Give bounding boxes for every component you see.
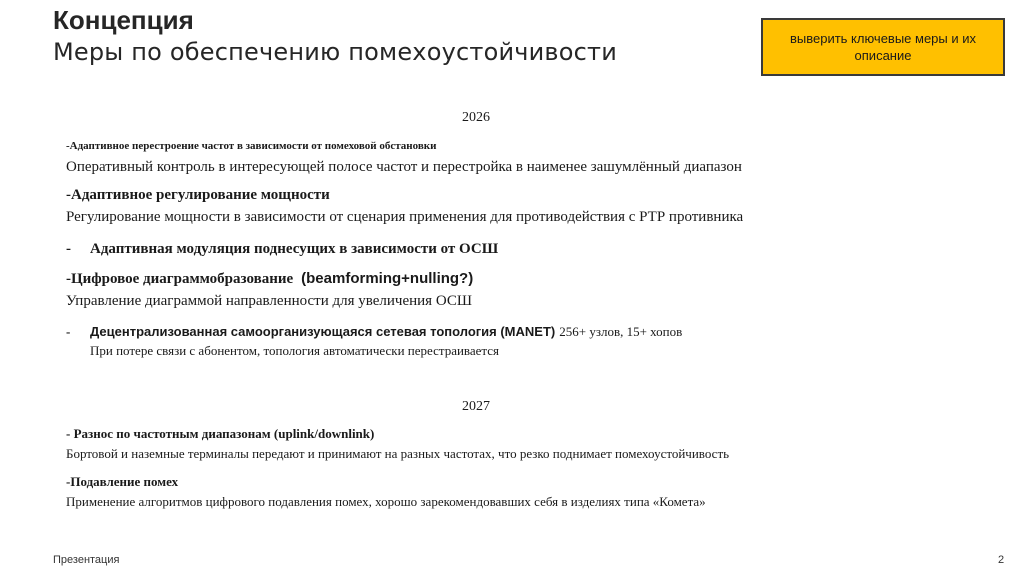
year-2027-heading: 2027 [462, 399, 490, 414]
item-2026-5-description: При потере связи с абонентом, топология автоматически перестраивается [90, 343, 500, 358]
page-number: 2 [998, 554, 1005, 566]
reviewer-note-text: выверить ключевые меры и их описание [789, 31, 977, 63]
reviewer-note-box [761, 18, 1005, 76]
item-2026-2-title: -Адаптивное регулирование мощности [66, 187, 330, 203]
item-2026-4-description: Управление диаграммой направленности для увеличения ОСШ [66, 293, 472, 309]
item-2026-4-title-extra: (beamforming+nulling?) [301, 270, 474, 287]
item-2026-3-title: Адаптивная модуляция поднесущих в зависимости от ОСШ [90, 241, 499, 257]
item-2027-2-title: -Подавление помех [66, 474, 179, 489]
item-2026-3-bullet: - [66, 241, 71, 257]
item-2027-2-description: Применение алгоритмов цифрового подавления помех, хорошо зарекомендовавших себя в изделиях типа «Комета» [66, 494, 706, 509]
item-2026-1-description: Оперативный контроль в интересующей полосе частот и перестройка в наименее зашумлённый диапазон [66, 159, 742, 175]
page-title: Концепция [53, 5, 194, 35]
item-2027-1-description: Бортовой и наземные терминалы передают и принимают на разных частотах, что резко поднимает помехоустойчивость [66, 446, 730, 461]
item-2026-1-title: -Адаптивное перестроение частот в зависимости от помеховой обстановки [66, 140, 437, 152]
item-2026-5-bullet: - [66, 324, 71, 339]
footer-label: Презентация [53, 554, 120, 566]
item-2026-5-title: Децентрализованная самоорганизующаяся сетевая топология (MANET) [90, 324, 556, 339]
item-2026-4-title: -Цифровое диаграммобразование [66, 271, 294, 287]
item-2026-2-description: Регулирование мощности в зависимости от сценария применения для противодействия с РТР противника [66, 209, 744, 225]
item-2026-5-row [66, 323, 682, 341]
page-subtitle: Меры по обеспечению помехоустойчивости [53, 38, 618, 66]
item-2027-1-title: - Разнос по частотным диапазонам (uplink/downlink) [66, 426, 375, 441]
year-2026-heading: 2026 [462, 110, 490, 125]
item-2026-5-extra: 256+ узлов, 15+ хопов [559, 324, 683, 339]
item-2026-4-row [66, 270, 473, 288]
item-2026-3-row [66, 241, 498, 258]
